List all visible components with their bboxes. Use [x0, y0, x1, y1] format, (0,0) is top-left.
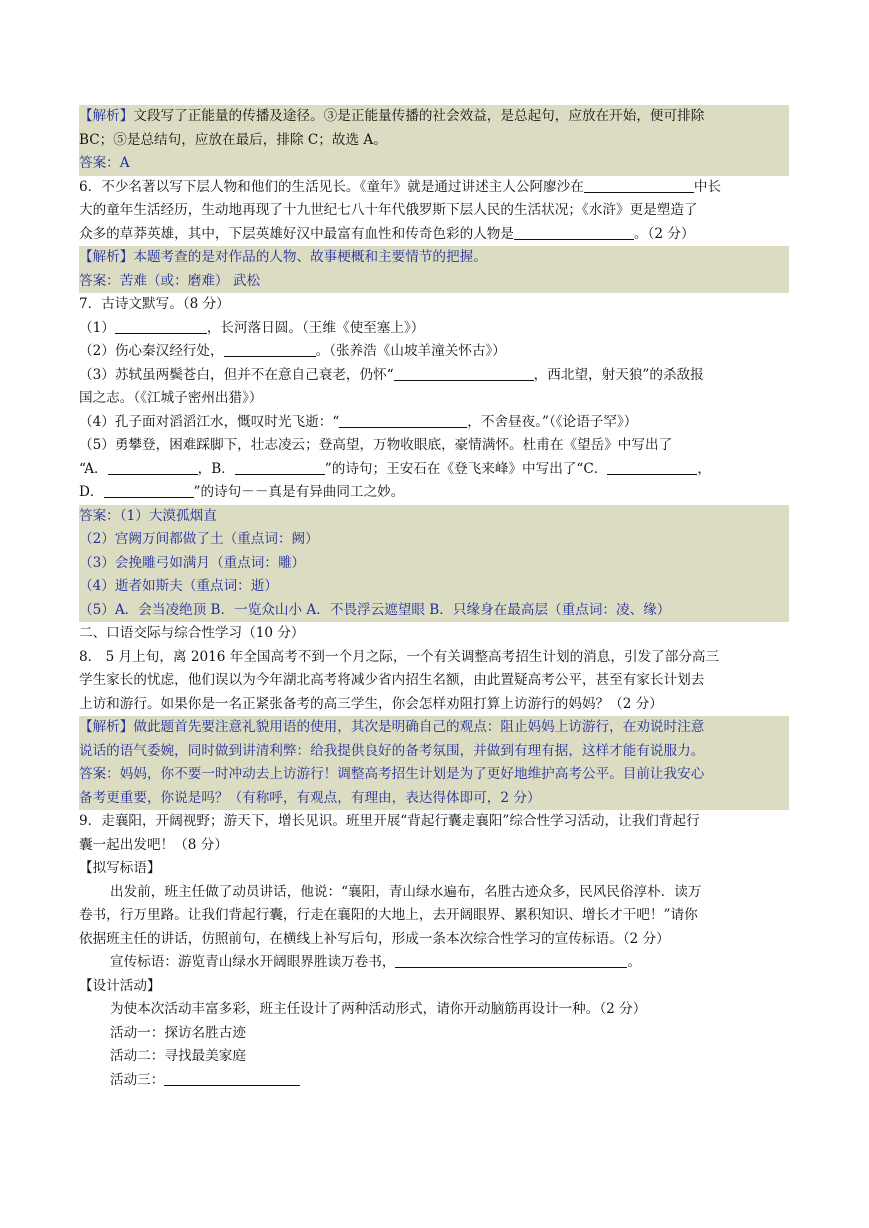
fill-in-blank — [115, 318, 207, 334]
text-span: 国之志。（《江城子密州出猎》） — [79, 390, 263, 406]
answer-line — [79, 575, 789, 599]
text-span: （3）苏轼虽两鬓苍白，但并不在意自己衰老，仍怀“ — [79, 366, 394, 383]
text-span: 文段写了正能量的传播及途径。③是正能量传播的社会效益，是总起句，应放在开始，便可排除 — [133, 108, 705, 124]
text-span: 众多的草莽英雄，其中，下层英雄好汉中最富有血性和传奇色彩的人物是 — [79, 225, 514, 242]
text-span: ，西北望，射天狼”的杀敌报 — [533, 366, 704, 383]
answer-line — [79, 552, 789, 576]
text-span: 9．走襄阳，开阔视野；游天下，增长见识。班里开展“背起行囊走襄阳”综合性学习活动，让我们背起行 — [79, 813, 700, 829]
section-tag: 【解析】 — [79, 108, 134, 124]
text-span: ”的诗句；王安石在《登飞来峰》中写出了“C． — [324, 460, 608, 477]
text-span: 。（张养浩《山坡羊潼关怀古》） — [315, 343, 506, 359]
text-span: （1） — [79, 319, 115, 336]
section-tag: 【解析】 — [79, 249, 134, 265]
text-span: 囊一起出发吧！（8 分） — [79, 836, 228, 853]
answer-line — [79, 505, 789, 529]
text-span: （5）A．会当凌绝顶 B．一览众山小 A．不畏浮云遮望眼 B．只缘身在最高层（重点词：凌、缘） — [79, 601, 671, 618]
text-span: ，长河落日圆。（王维《使至塞上》） — [206, 319, 425, 336]
text-span: （4）孔子面对滔滔江水，慨叹时光飞逝：“ — [79, 413, 340, 430]
text-line — [79, 364, 789, 388]
text-span: 【拟写标语】 — [79, 860, 161, 876]
text-span: 本题考查的是对作品的人物、故事梗概和主要情节的把握。 — [133, 249, 487, 265]
text-span: 中长 — [693, 178, 722, 195]
text-line — [79, 199, 789, 223]
answer-line — [79, 105, 789, 129]
text-span: 宣传标语：游览青山绿水开阔眼界胜读万卷书， — [110, 954, 396, 970]
answer-line — [79, 246, 789, 270]
text-span: 答案：A — [79, 155, 130, 171]
text-span: 依据班主任的讲话，仿照前句，在横线上补写后句，形成一条本次综合性学习的宣传标语。（2 分） — [79, 930, 670, 947]
text-span: ，不舍昼夜。”（《论语子罕》） — [467, 413, 638, 430]
text-line — [79, 928, 789, 952]
answer-line — [79, 787, 789, 811]
text-span: （2）伤心秦汉经行处， — [79, 343, 224, 359]
section-tag: 【解析】 — [79, 719, 134, 735]
text-line — [79, 1045, 789, 1069]
text-span: 为使本次活动丰富多彩，班主任设计了两种活动形式，请你开动脑筋再设计一种。（2 分） — [110, 1001, 647, 1017]
answer-line — [79, 270, 789, 294]
text-span: （3）会挽雕弓如满月（重点词：雕） — [79, 554, 306, 571]
text-span: ，B． — [197, 460, 235, 477]
text-line — [79, 176, 789, 200]
answer-line — [79, 763, 789, 787]
text-span: （4）逝者如斯夫（重点词：逝） — [79, 578, 278, 594]
answer-line — [79, 740, 789, 764]
text-line — [79, 293, 789, 317]
text-line — [79, 411, 789, 435]
text-line — [79, 810, 789, 834]
answer-line — [79, 716, 789, 740]
text-span: （5）勇攀登，困难踩脚下，壮志凌云；登高望，万物收眼底，豪情满怀。杜甫在《望岳》中写出了 — [79, 437, 673, 453]
text-line — [79, 223, 789, 247]
fill-in-blank — [104, 482, 194, 498]
text-span: 答案：苦难（或：磨难） 武松 — [79, 272, 261, 289]
text-span: 备考更重要，你说是吗？（有称呼，有观点，有理由，表达得体即可，2 分） — [79, 789, 541, 806]
answer-line — [79, 528, 789, 552]
fill-in-blank — [164, 1070, 300, 1086]
fill-in-blank — [394, 365, 534, 381]
text-line — [79, 646, 789, 670]
text-span: 7．古诗文默写。（8 分） — [79, 296, 230, 312]
text-span: 6．不少名著以写下层人物和他们的生活见长。《童年》就是通过讲述主人公阿廖沙在 — [79, 178, 584, 195]
text-line — [79, 1069, 789, 1093]
answer-line — [79, 152, 789, 176]
text-span: 8． 5 月上旬，离 2016 年全国高考不到一个月之际，一个有关调整高考招生计划的消息，引发了部分高三 — [79, 648, 720, 665]
text-span: 卷书，行万里路。让我们背起行囊，行走在襄阳的大地上，去开阔眼界、累积知识、增长才干吧！”请你 — [79, 907, 698, 923]
text-line — [79, 481, 789, 505]
text-line — [79, 458, 789, 482]
text-span: BC；⑤是总结句，应放在最后，排除 C；故选 A。 — [79, 131, 387, 148]
text-span: ”的诗句－－真是有异曲同工之妙。 — [193, 484, 405, 500]
fill-in-blank — [108, 459, 198, 475]
text-span: 出发前，班主任做了动员讲话，他说：“襄阳，青山绿水遍布，名胜古迹众多，民风民俗淳朴．读万 — [110, 883, 702, 900]
text-span: 。（2 分） — [634, 225, 695, 242]
text-span: D． — [79, 484, 104, 500]
fill-in-blank — [224, 341, 316, 357]
text-line — [79, 434, 789, 458]
text-span: “A． — [79, 460, 108, 477]
text-line — [79, 1022, 789, 1046]
text-line — [79, 693, 789, 717]
text-line — [79, 975, 789, 999]
text-line — [79, 857, 789, 881]
text-span: 说话的语气委婉，同时做到讲清利弊：给我提供良好的备考氛围，并做到有理有据，这样才能有说服力。 — [79, 742, 705, 759]
text-span: 做此题首先要注意礼貌用语的使用，其次是明确自己的观点：阻止妈妈上访游行，在劝说时注意 — [133, 719, 705, 735]
text-span: 答案：妈妈，你不要一时冲动去上访游行！调整高考招生计划是为了更好地维护高考公平。目前让我安心 — [79, 766, 705, 782]
answer-line — [79, 129, 789, 153]
text-span: 。 — [627, 954, 642, 970]
text-span: 活动一：探访名胜古迹 — [110, 1024, 246, 1041]
text-span: 活动三： — [110, 1071, 165, 1088]
text-span: 上访和游行。如果你是一名正紧张备考的高三学生，你会怎样劝阻打算上访游行的妈妈？（2 分） — [79, 695, 663, 712]
fill-in-blank — [584, 177, 694, 193]
text-span: 学生家长的忧虑，他们误以为今年湖北高考将减少省内招生名额，由此置疑高考公平，甚至有家长计划去 — [79, 672, 705, 688]
text-span: 二、口语交际与综合性学习（10 分） — [79, 625, 305, 641]
fill-in-blank — [607, 459, 697, 475]
fill-in-blank — [339, 412, 467, 428]
exam-answer-content — [79, 105, 789, 1092]
text-line — [79, 951, 789, 975]
text-line — [79, 998, 789, 1022]
text-span: 活动二：寻找最美家庭 — [110, 1048, 246, 1064]
text-line — [79, 834, 789, 858]
answer-line — [79, 599, 789, 623]
text-span: 【设计活动】 — [79, 977, 161, 994]
text-line — [79, 340, 789, 364]
text-span: 大的童年生活经历，生动地再现了十九世纪七八十年代俄罗斯下层人民的生活状况；《水浒》更是塑造了 — [79, 202, 698, 218]
fill-in-blank — [395, 952, 627, 968]
text-line — [79, 669, 789, 693]
text-line — [79, 317, 789, 341]
fill-in-blank — [235, 459, 325, 475]
text-span: ， — [697, 460, 711, 477]
text-line — [79, 622, 789, 646]
text-span: 答案：（1）大漠孤烟直 — [79, 507, 217, 524]
text-line — [79, 881, 789, 905]
fill-in-blank — [514, 224, 634, 240]
text-line — [79, 387, 789, 411]
text-line — [79, 904, 789, 928]
text-span: （2）宫阙万间都做了土（重点词：阙） — [79, 531, 319, 547]
